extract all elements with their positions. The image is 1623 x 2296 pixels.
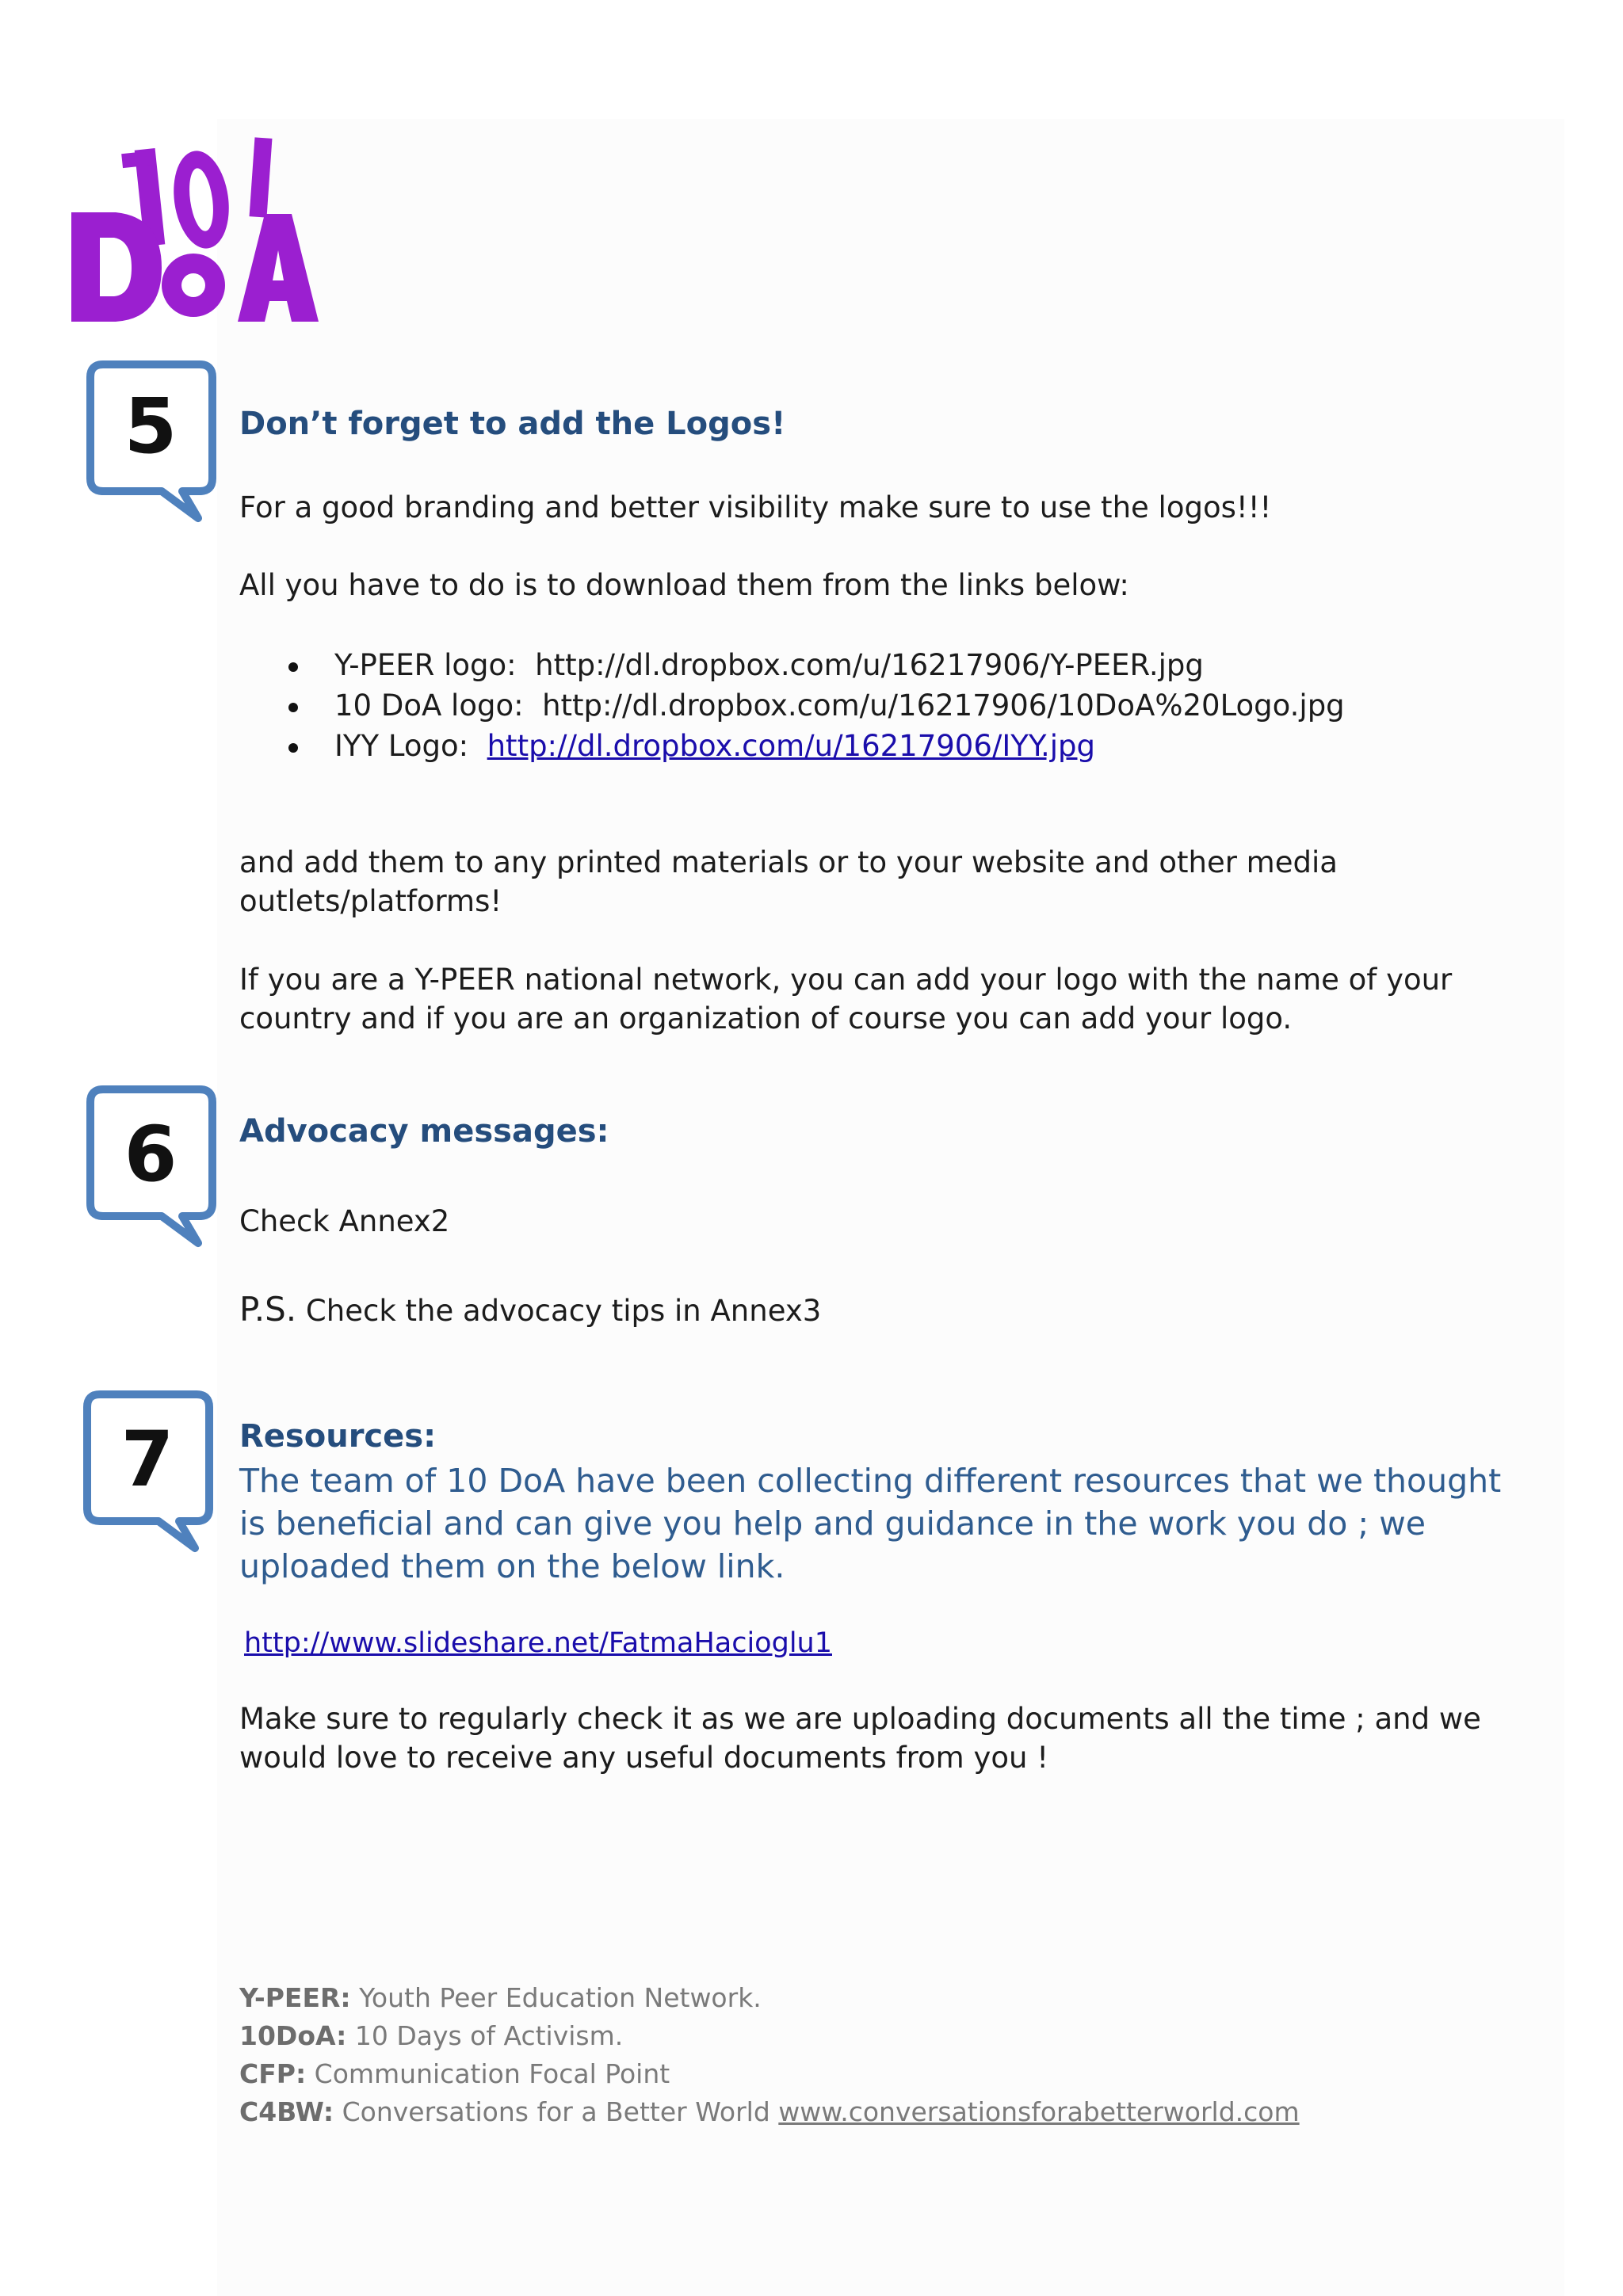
logo-links-list (239, 645, 1345, 766)
section-5-intro: For a good branding and better visibility make sure to use the logos!!! (239, 490, 1272, 524)
section-5-instruction: All you have to do is to download them from the links below: (239, 568, 1129, 602)
glossary-definition: 10 Days of Activism. (354, 2020, 624, 2051)
section-6-number: 6 (124, 1110, 178, 1199)
section-5-network-line-2: country and if you are an organization of course you can add your logo. (239, 1001, 1293, 1035)
section-7-note-line-2: would love to receive any useful documents from you ! (239, 1741, 1049, 1775)
section-7-description-line-2: is beneficial and can give you help and guidance in the work you do ; we (239, 1505, 1426, 1543)
footer-glossary (239, 1979, 1300, 2131)
glossary-term: CFP: (239, 2058, 307, 2089)
glossary-definition: Conversations for a Better World (342, 2096, 770, 2127)
link-label: 10 DoA logo: (334, 688, 524, 723)
ps-prefix: P.S. (239, 1290, 297, 1329)
section-7-title: Resources: (239, 1418, 437, 1455)
section-7-description-line-1: The team of 10 DoA have been collecting different resources that we thought (239, 1462, 1502, 1500)
glossary-term: 10DoA: (239, 2020, 347, 2051)
section-5-badge (79, 355, 222, 529)
section-5-usage-line-2: outlets/platforms! (239, 884, 502, 918)
glossary-definition: Communication Focal Point (314, 2058, 670, 2089)
glossary-term: Y-PEER: (239, 1982, 351, 2013)
glossary-row (239, 2093, 1300, 2131)
glossary-row (239, 2055, 1300, 2093)
10doa-logo (68, 135, 320, 325)
link-label: IYY Logo: (334, 729, 469, 763)
section-7-note-line-1: Make sure to regularly check it as we are uploading documents all the time ; and we (239, 1702, 1481, 1736)
bullet-icon (288, 662, 298, 672)
link-url-text: http://dl.dropbox.com/u/16217906/Y-PEER.jpg (535, 648, 1204, 682)
section-6-ps (239, 1290, 821, 1330)
list-item (239, 685, 1345, 726)
ps-text: Check the advocacy tips in Annex3 (305, 1294, 822, 1328)
bullet-icon (288, 743, 298, 753)
section-7-badge (76, 1385, 219, 1559)
section-7-number: 7 (120, 1415, 174, 1504)
list-item (239, 645, 1345, 685)
section-5-title: Don’t forget to add the Logos! (239, 406, 786, 442)
section-6-badge (79, 1080, 222, 1254)
section-6-check: Check Annex2 (239, 1204, 450, 1238)
section-6-title: Advocacy messages: (239, 1113, 609, 1150)
glossary-row (239, 1979, 1300, 2017)
iyy-logo-link[interactable]: http://dl.dropbox.com/u/16217906/IYY.jpg (487, 729, 1095, 763)
glossary-term: C4BW: (239, 2096, 334, 2127)
bullet-icon (288, 703, 298, 712)
link-label: Y-PEER logo: (334, 648, 517, 682)
link-url-text: http://dl.dropbox.com/u/16217906/10DoA%20Logo.jpg (542, 688, 1345, 723)
c4bw-website-link[interactable]: www.conversationsforabetterworld.com (778, 2096, 1300, 2127)
section-7-description-line-3: uploaded them on the below link. (239, 1547, 785, 1585)
slideshare-link[interactable]: http://www.slideshare.net/FatmaHacioglu1 (244, 1627, 832, 1659)
section-5-number: 5 (124, 382, 178, 471)
section-5-network-line-1: If you are a Y-PEER national network, you can add your logo with the name of your (239, 963, 1453, 997)
list-item (239, 726, 1345, 766)
glossary-definition: Youth Peer Education Network. (359, 1982, 762, 2013)
glossary-row (239, 2017, 1300, 2055)
section-5-usage-line-1: and add them to any printed materials or to your website and other media (239, 845, 1338, 879)
